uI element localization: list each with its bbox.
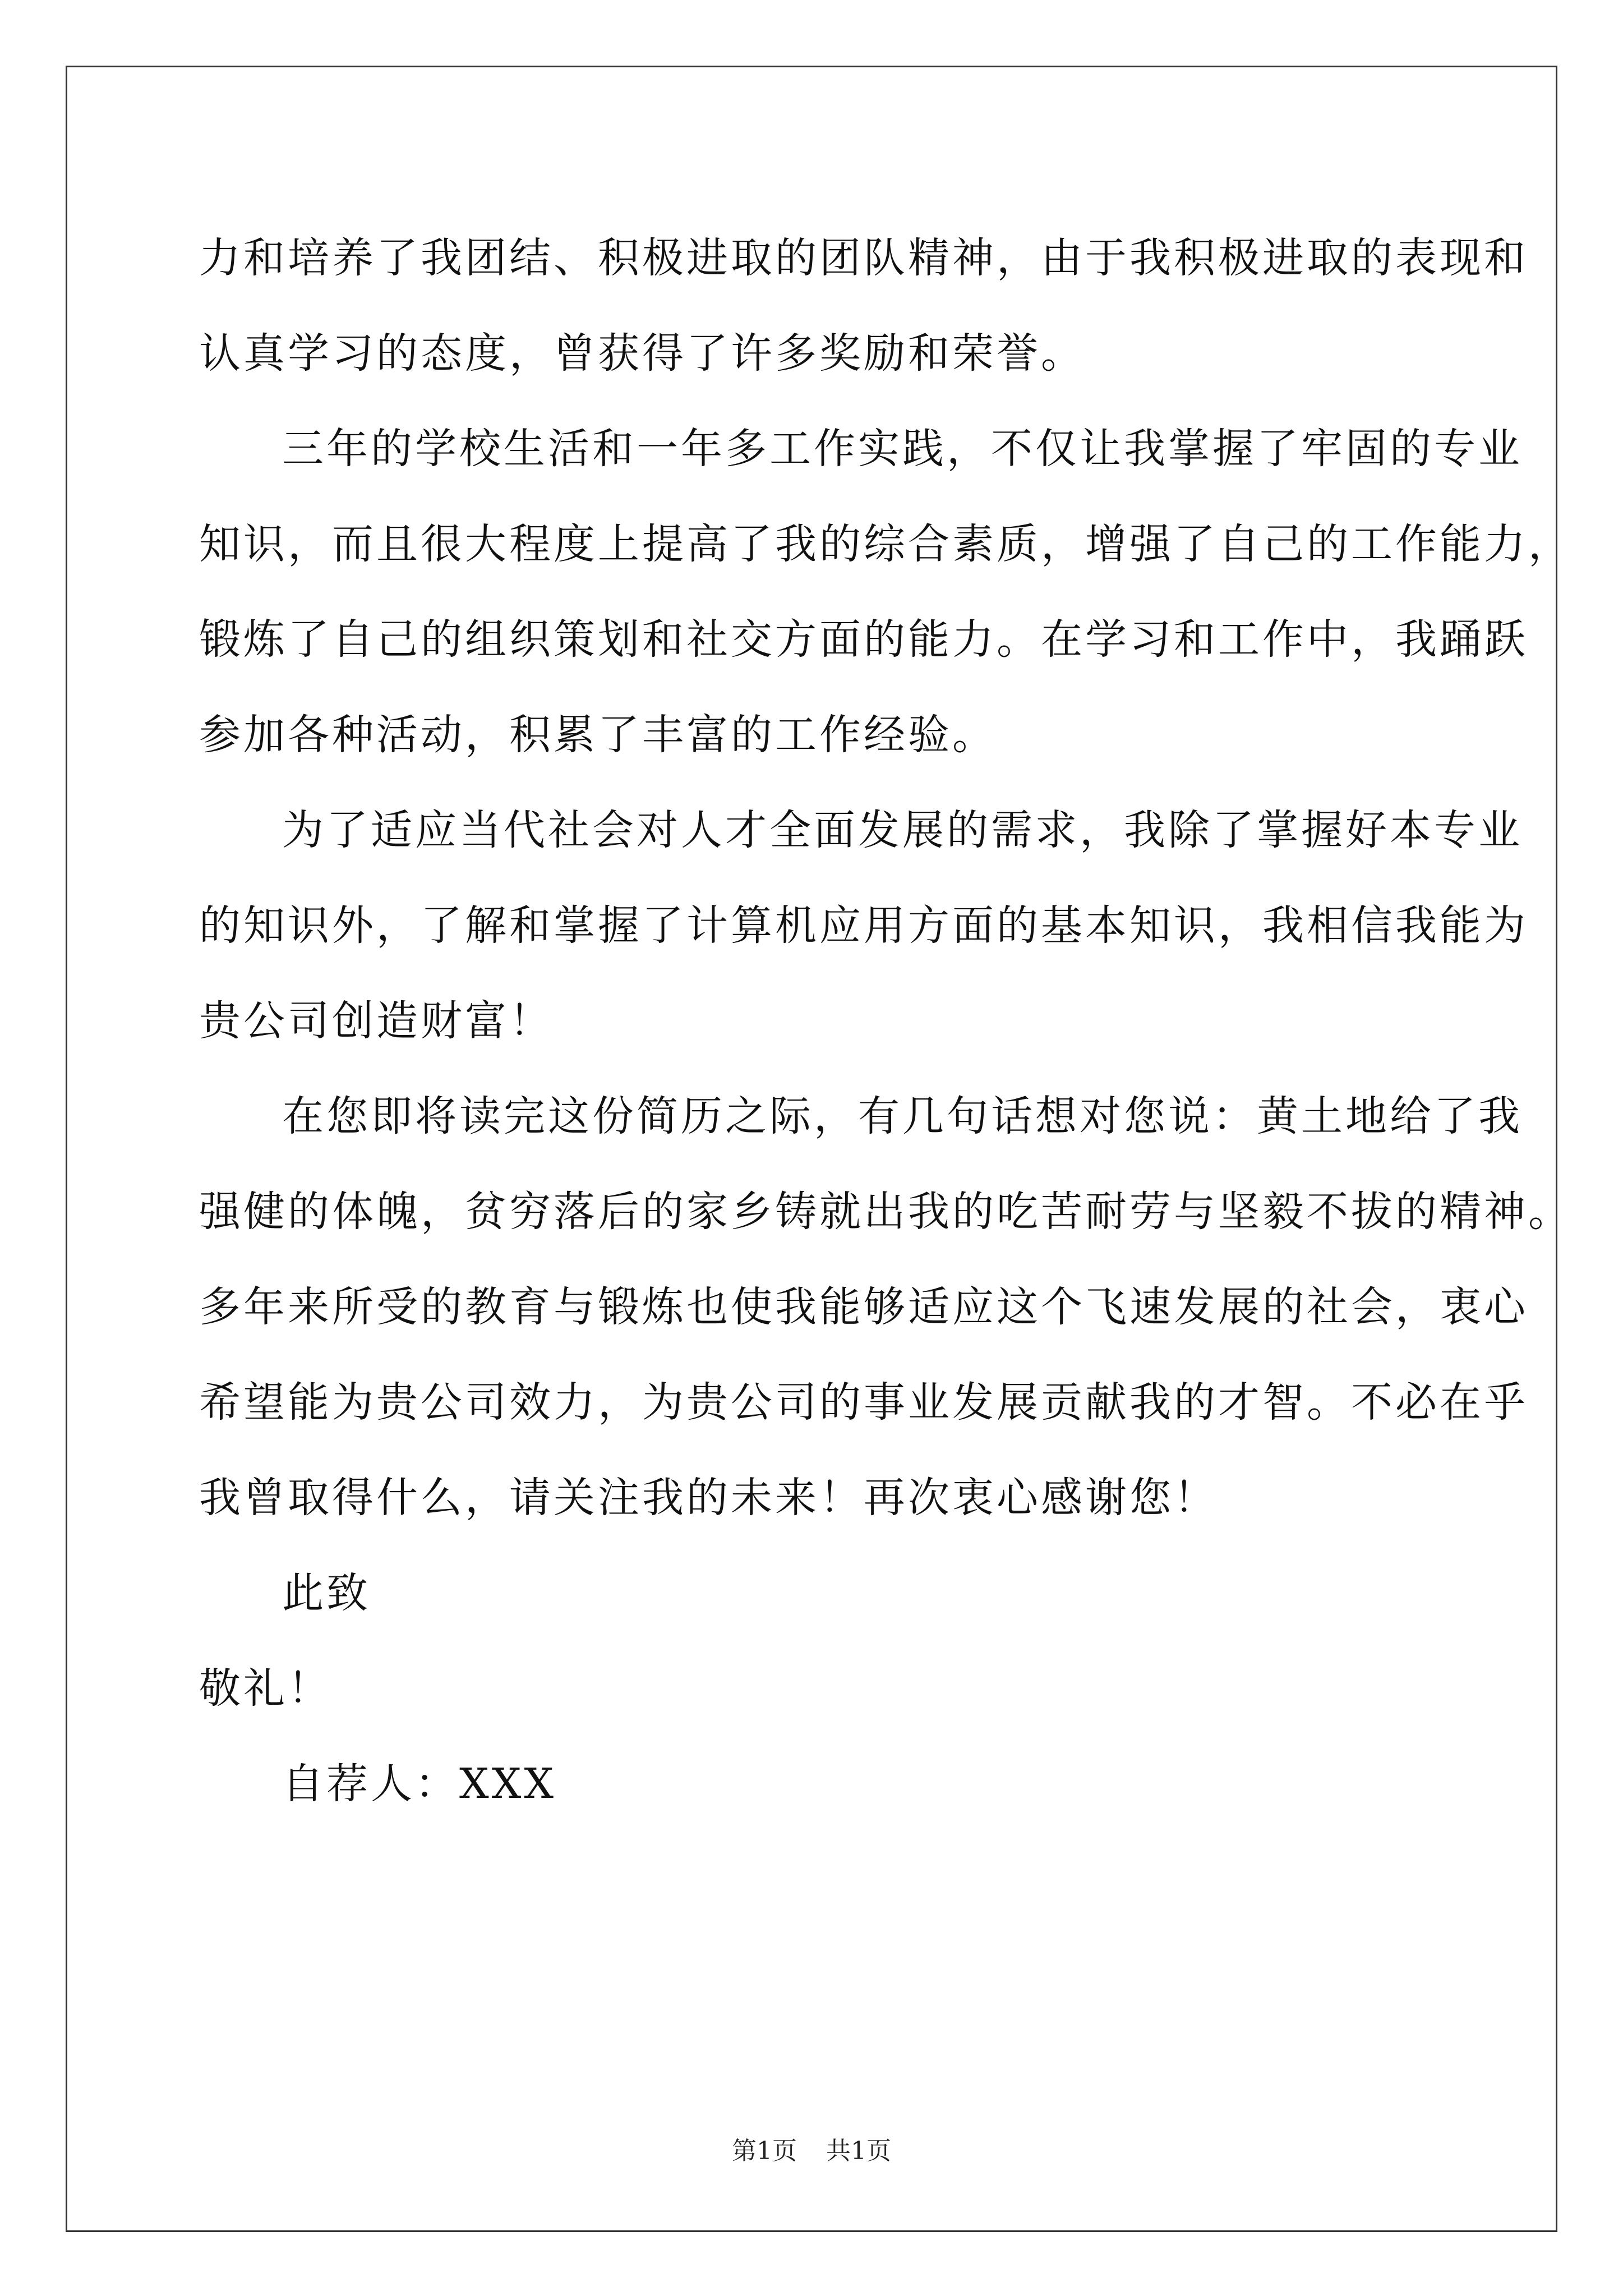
paragraph-start-line: 为了适应当代社会对人才全面发展的需求，我除了掌握好本专业: [282, 806, 1523, 854]
page-footer: [0, 2131, 1623, 2166]
text-line: 参加各种活动，积累了丰富的工作经验。: [199, 711, 997, 759]
letter-body: [199, 210, 1573, 1832]
text-line: 认真学习的态度，曾获得了许多奖励和荣誉。: [199, 329, 1085, 378]
text-line: 的知识外，了解和掌握了计算机应用方面的基本知识，我相信我能为: [199, 901, 1528, 950]
page-number-total: 共1页: [826, 2137, 891, 2165]
closing-regards: 敬礼！: [199, 1664, 332, 1713]
signature-line: 自荐人：XXX: [282, 1760, 557, 1808]
paragraph-start-line: 三年的学校生活和一年多工作实践，不仅让我掌握了牢固的专业: [282, 425, 1523, 473]
text-line: 贵公司创造财富！: [199, 997, 554, 1045]
text-line: 锻炼了自己的组织策划和社交方面的能力。在学习和工作中，我踊跃: [199, 615, 1528, 664]
closing-salutation: 此致: [282, 1569, 371, 1617]
text-line: 力和培养了我团结、积极进取的团队精神，由于我积极进取的表现和: [199, 234, 1528, 282]
text-line: 知识，而且很大程度上提高了我的综合素质，增强了自己的工作能力，: [199, 520, 1573, 568]
text-line: 强健的体魄，贫穷落后的家乡铸就出我的吃苦耐劳与坚毅不拔的精神。: [199, 1188, 1573, 1236]
page-number-current: 第1页: [732, 2137, 797, 2165]
paragraph-start-line: 在您即将读完这份简历之际，有几句话想对您说：黄土地给了我: [282, 1092, 1523, 1140]
text-line: 多年来所受的教育与锻炼也使我能够适应这个飞速发展的社会，衷心: [199, 1283, 1528, 1331]
text-line: 我曾取得什么，请关注我的未来！再次衷心感谢您！: [199, 1474, 1218, 1522]
text-line: 希望能为贵公司效力，为贵公司的事业发展贡献我的才智。不必在乎: [199, 1378, 1528, 1427]
